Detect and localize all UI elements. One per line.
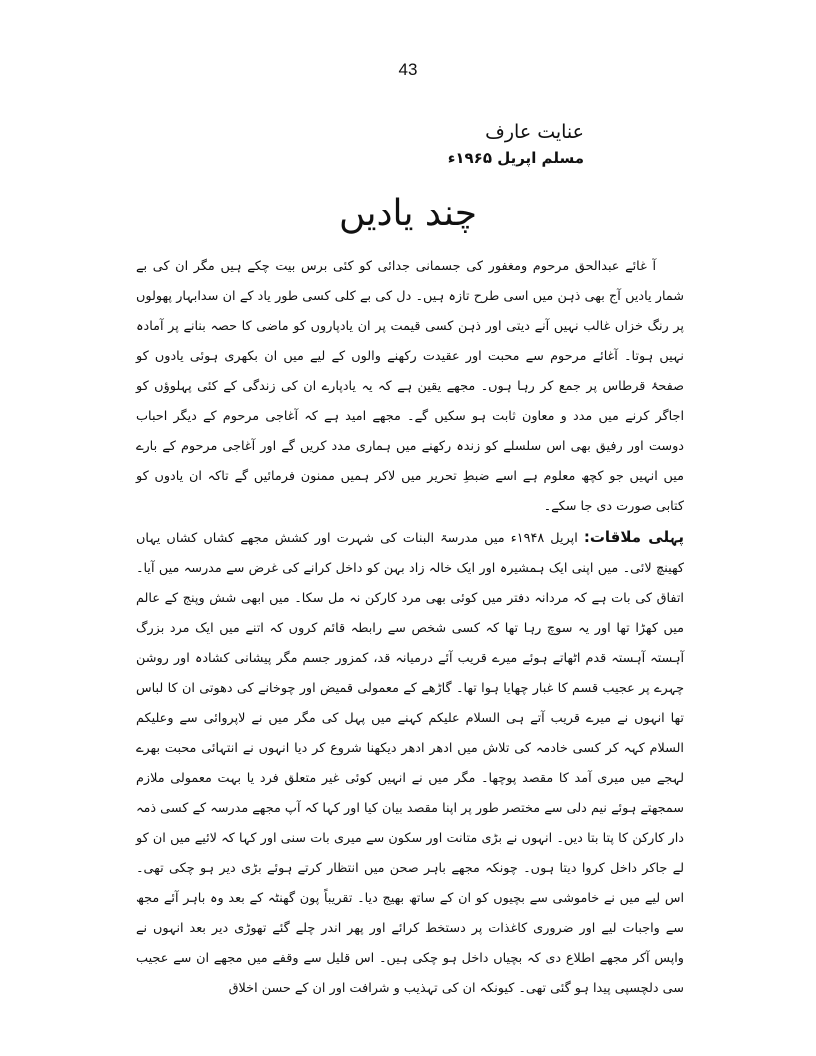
author-date: مسلم اپریل ۱۹۶۵ء [447, 149, 584, 167]
section-label: پہلی ملاقات: [583, 528, 684, 546]
author-block [264, 118, 584, 170]
article-heading: چند یادیں [339, 193, 477, 234]
paragraph-text: آ غائے عبدالحق مرحوم ومغفور کی جسمانی جدائی کو کئی برس بیت چکے ہیں مگر ان کی بے شمار یادیں آج بھی ذہن میں اسی طرح تازہ ہیں۔ دل کی بے کلی کسی طور یاد کے ان سدابہار پھولوں پر رنگ خزاں غالب نہیں آنے دیتی اور ذہن کسی قیمت پر ان یادپاروں کو ماضی کا حصہ بنانے پر آمادہ نہیں ہوتا۔ آغائے مرحوم سے محبت اور عقیدت رکھنے والوں کے لیے میں ان بکھری ہوئی یادوں کو صفحۂ قرطاس پر جمع کر رہا ہوں۔ مجھے یقین ہے کہ یہ یادپارے ان کی زندگی کے کئی پہلوؤں کو اجاگر کرنے میں مدد و معاون ثابت ہو سکیں گے۔ مجھے امید ہے کہ آغاجی مرحوم کے دیگر احباب دوست اور رفیق بھی اس سلسلے کو زندہ رکھنے میں ہماری مدد کریں گے اور آغاجی مرحوم کے بارے میں انہیں جو کچھ معلوم ہے اسے ضبطِ تحریر میں لاکر ہمیں ممنون فرمائیں گے تاکہ ان یادوں کو کتابی صورت دی جا سکے۔ [136, 259, 684, 514]
paragraph-first-meeting [136, 522, 684, 1004]
paragraph-intro [136, 252, 684, 522]
paragraph-text: اپریل ۱۹۴۸ء میں مدرسۃ البنات کی شہرت اور کشش مجھے کشاں کشاں یہاں کھینچ لائی۔ میں اپنی ایک ہمشیرہ اور ایک خالہ زاد بہن کو داخل کرانے کی غرض سے مدرسہ میں آیا۔ اتفاق کی بات ہے کہ مردانہ دفتر میں کوئی بھی مرد کارکن نہ مل سکا۔ میں ابھی شش وپنج کے عالم میں کھڑا تھا اور یہ سوچ رہا تھا کہ کسی شخص سے رابطہ قائم کروں کہ اتنے میں ایک مرد بزرگ آہستہ آہستہ قدم اٹھاتے ہوئے میرے قریب آئے درمیانہ قد، کمزور جسم مگر پیشانی کشادہ اور روشن چہرے پر عجیب قسم کا غبار چھایا ہوا تھا۔ گاڑھے کے معمولی قمیض اور چوخانے کی دھوتی ان کا لباس تھا انہوں نے میرے قریب آتے ہی السلام علیکم کہنے میں پہل کی مگر میں نے لاپروائی سے وعلیکم السلام کہہ کر کسی خادمہ کی تلاش میں ادھر ادھر دیکھنا شروع کر دیا انہوں نے انتہائی محبت بھرے لہجے میں میری آمد کا مقصد پوچھا۔ مگر میں نے انہیں کوئی غیر متعلق فرد یا بہت معمولی ملازم سمجھتے ہوئے نیم دلی سے مختصر طور پر اپنا مقصد بیان کیا اور کہا کہ آپ مجھے مدرسہ کے کسی ذمہ دار کارکن کا پتا بتا دیں۔ انہوں نے بڑی متانت اور سکون سے میری بات سنی اور کہا کہ لائیے میں ان کو لے جاکر داخل کروا دیتا ہوں۔ چونکہ مجھے باہر صحن میں انتظار کرتے ہوئے بڑی دیر ہو چکی تھی۔ اس لیے میں نے خاموشی سے بچیوں کو ان کے ساتھ بھیج دیا۔ تقریباً پون گھنٹہ کے بعد وہ باہر آئے مجھ سے واجبات لیے اور ضروری کاغذات پر دستخط کرائے اور پھر اندر چلے گئے تھوڑی دیر بعد انہوں نے واپس آکر مجھے اطلاع دی کہ بچیاں داخل ہو چکی ہیں۔ اس قلیل سے وقفے میں مجھے ان سے عجیب سی دلچسپی پیدا ہو گئی تھی۔ کیونکہ ان کی تہذیب و شرافت اور ان کے حسن اخلاق [136, 531, 684, 996]
author-name: عنایت عارف [485, 121, 584, 143]
page-number: 43 [398, 60, 418, 79]
article-body [136, 252, 684, 1004]
